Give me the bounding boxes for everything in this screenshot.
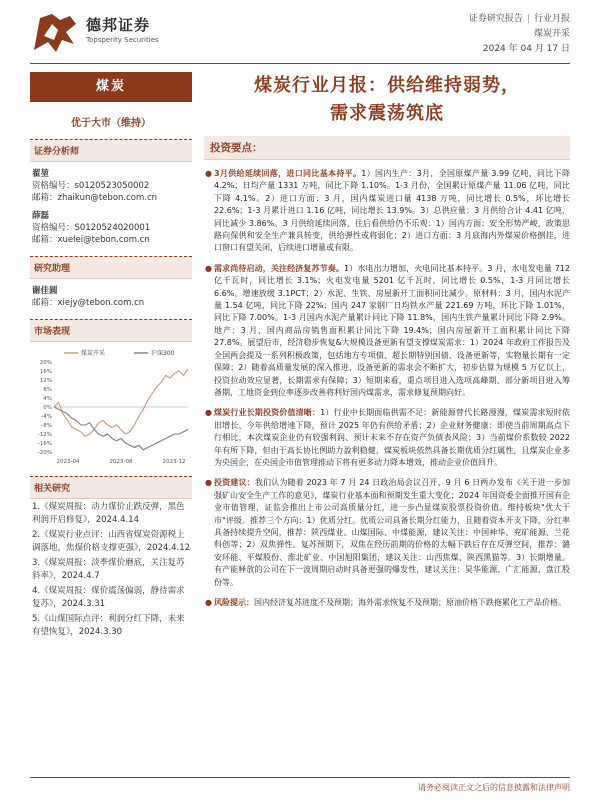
sidebar — [30, 72, 192, 772]
tebon-logo-icon — [30, 10, 80, 56]
report-title-line: 煤炭行业月报：供给维持弱势， — [254, 75, 520, 96]
summary-heading: 投资要点： — [204, 136, 570, 160]
analyst-name: 翟堃 — [32, 169, 50, 179]
market-chart — [30, 346, 192, 466]
report-sector: 煤炭开采 — [533, 29, 570, 39]
x-tick-label: 2023-08 — [109, 459, 133, 465]
related-report-link[interactable]: 3.《煤炭周报：淡季煤价磨底，关注复苏斜率》，2024.4.7 — [32, 558, 185, 581]
researcher-email[interactable]: 邮箱：xiejy@tebon.com.cn — [32, 298, 145, 308]
y-tick-label: 4% — [43, 396, 52, 402]
summary-point-body: 国内经济复苏进度不及预期；海外需求恢复不及预期；原油价格下跌拖累化工产品价格。 — [254, 598, 566, 607]
y-tick-label: -16% — [37, 441, 52, 447]
summary-point — [204, 407, 570, 469]
related-report-link[interactable]: 4.《煤炭周报：煤价震荡偏弱，静待需求复苏》，2024.3.31 — [32, 586, 185, 609]
report-type: 证券研究报告 — [468, 14, 523, 24]
related-report-link[interactable]: 2.《煤炭行业点评：山西省煤炭资源税上调落地，焦煤价格支撑更强》，2024.4.12 — [32, 530, 191, 553]
y-tick-label: 12% — [39, 378, 52, 384]
x-tick-label: 2023-12 — [162, 459, 186, 465]
summary-point-lead: 投资建议： — [214, 478, 255, 488]
related-section — [30, 476, 192, 639]
y-tick-label: -20% — [37, 450, 52, 456]
summary-point — [204, 597, 570, 609]
market-heading: 市场表现 — [30, 319, 192, 342]
related-report-link[interactable]: 5.《山煤国际点评：利润分红下降，未来有望恢复》，2024.3.30 — [32, 614, 185, 637]
bullet-icon: ● — [205, 478, 212, 488]
analyst-email[interactable]: 邮箱：xuelei@tebon.com.cn — [32, 235, 150, 245]
analyst-email[interactable]: 邮箱：zhaikun@tebon.com.cn — [32, 193, 158, 203]
market-chart-svg — [30, 346, 192, 466]
bullet-icon: ● — [205, 263, 212, 273]
researcher-card — [30, 285, 192, 309]
footer-disclaimer: 请务必阅读正文之后的信息披露和法律声明 — [418, 783, 570, 792]
analysts-section — [30, 139, 192, 246]
market-section — [30, 319, 192, 466]
summary-point-lead: 3月供给延续回落，进口同比基本持平。 — [214, 169, 362, 178]
y-tick-label: 16% — [39, 369, 52, 375]
analyst-cert: 资格编号：S0120524020001 — [32, 223, 151, 233]
bullet-icon: ● — [205, 408, 212, 418]
report-meta: 证券研究报告 | 行业月报 煤炭开采 2024 年 04 月 17 日 — [469, 12, 570, 57]
series-line-coal — [54, 369, 188, 437]
analysts-heading: 证券分析师 — [30, 139, 192, 162]
summary-point-lead: 煤炭行业长期投资价值清晰： — [214, 408, 321, 418]
summary-point-lead: 风险提示： — [214, 598, 254, 607]
main-content — [204, 72, 570, 609]
summary-point — [204, 168, 570, 255]
x-tick-label: 2023-04 — [56, 459, 80, 465]
sector-label: 煤炭 — [30, 72, 192, 102]
bullet-icon: ● — [205, 598, 212, 607]
summary-point-body: 1）水电出力增加，火电同比基本持平。3 月，水电发电量 712 亿千瓦时，同比增长 3.1%；火电发电量 5201 亿千瓦时，同比增长 0.5%，1-3 月同比增长 6.6%，增速放缓 3.1PCT；2）水泥、生铁、房屋新开工面积同比减少。原材料：3 月，国内水泥产量 1.54 亿吨，同比下降 22%；国内 247 家钢厂日均铁水产量 221.69 万吨，环比下降 1.01%，同比下降 7.00%。1-3 月国内水泥产量累计同比下降 11.8%，国内生铁产量累计同比下降 2.9%。地产：3 月，国内商品房销售面积累计同比下降 19.4%；国内房屋新开工面积累计同比下降 27.8%。展望后市，经济稳步恢复&大规模设备更新有望支撑煤炭需求：1）2024 年政府工作报告及全国两会提及一系列积极政策，包括地方专项债、超长期特别国债、设备更新等，实物量长期有一定保障；2）随着高质量发展的深入推进，设备更新的需求会不断扩大，初步估算为规模 5 万亿以上，投资拉动效应显著，长期需求有保障；3）短期来看，重点项目进入选项高峰期、部分新项目进入筹备期，工地资金到位率逐步改善将利好国内煤需求，需求修复预期向好。 — [214, 263, 570, 397]
analyst-cert: 资格编号：s0120523050002 — [32, 181, 150, 191]
analyst-name: 薛磊 — [32, 211, 50, 221]
researcher-name: 谢佳圆 — [32, 286, 58, 296]
report-date: 2024 年 04 月 17 日 — [482, 44, 570, 54]
related-report-link[interactable]: 1.《煤炭周报：动力煤价止跌反弹，黑色利润开启修复》，2024.4.14 — [32, 502, 185, 525]
header-divider — [30, 63, 570, 64]
summary-point-body: 1）行业中长期面临供需不足：新能源替代长路漫漫，煤炭需求短时依旧增长、今年供给增速下降，预计 2025 年仍有供给矛盾；2）企业财务健康：即使当前周期高点下行相比，本次煤炭企业仍有较强利润、预计未来不存在资产负债表风险；3）当前煤价系数较 2022 年有所下降，但由于高长协比例助力盈利稳健，煤炭板块依然具备长期优质分红属性，且煤炭企业多为央国企，在央国企市值管理推动下将有更多动力降本增效，推动企业价值回升。 — [214, 408, 570, 467]
y-tick-label: 8% — [43, 387, 52, 393]
y-tick-label: -8% — [41, 423, 52, 429]
researchers-heading: 研究助理 — [30, 256, 192, 279]
legend-label: 沪深300 — [151, 350, 175, 357]
footer-divider — [30, 777, 570, 778]
researchers-section — [30, 256, 192, 309]
legend-label: 煤炭开采 — [81, 350, 106, 357]
report-header — [0, 0, 600, 70]
y-tick-label: 20% — [39, 360, 52, 366]
report-category: 行业月报 — [533, 14, 570, 24]
analyst-card — [30, 168, 192, 204]
rating: 优于大市（维持） — [71, 118, 151, 129]
logo-name-cn: 德邦证券 — [86, 16, 151, 34]
report-title-line: 需求震荡筑底 — [330, 103, 444, 124]
logo-name-en: Topsperity Securities — [86, 36, 159, 44]
analyst-card — [30, 210, 192, 246]
summary-point — [204, 263, 570, 399]
report-title — [204, 72, 570, 128]
summary-point-lead: 需求尚待启动，关注经济复苏节奏。 — [214, 263, 345, 273]
summary-point-body: 1）国内生产：3月，全国原煤产量 3.99 亿吨，同比下降 4.2%；日均产量 1331 万吨，同比下降 1.10%。1-3 月份，全国累计原煤产量 11.06 亿吨，同比下降 4.1%。2）进口方面：3 月，国内煤炭进口量 4138 万吨，同比增长 0.5%，环比增长 22.6%；1-3 月累计进口 1.16 亿吨，同比增长 13.9%。3）总供应量：3 月供给合计 4.41 亿吨，同比减少 3.86%。3 月供给延续回落，往后看供给仍不乐观：1）国内方面：安全形势严峻，政策思路向保供和安全生产兼具转变，供给弹性或将弱化；2）进口方面：3 月底海内外煤炭价格倒挂，进口窗口有望关闭，后续进口增量或有限。 — [214, 169, 570, 253]
summary-point — [204, 477, 570, 589]
y-tick-label: 0% — [43, 405, 52, 411]
y-tick-label: -4% — [41, 414, 52, 420]
related-heading: 相关研究 — [30, 476, 192, 499]
y-tick-label: -12% — [37, 432, 52, 438]
bullet-icon: ● — [205, 169, 212, 178]
summary-point-body: 我们认为随着 2023 年 7 月 24 日政治局会议召开、9 月 6 日两办发布《关于进一步加强矿山安全生产工作的意见》，煤炭行业基本面和预期发生重大变化；2024 年国资委全面推开国有企业市值管理，证监会推出上市公司高质量分红，进一步凸显煤炭股票投资价值。维持板块"优大于市"评级。推荐三个方向：1）优质分红。优质公司具备长期分红能力，且随着资本开支下降，分红率具备持续提升空间，推荐：陕西煤业、山煤国际、中煤能源，建议关注：中国神华、兖矿能源、兰花科创等；2）双焦弹性。复苏预期下，双焦在经历前期的价格的大幅下跌后存在反弹空间，推荐：潞安环能、平煤股份、淮北矿业、中国旭阳集团，建议关注：山西焦煤、陕西黑猫等。3）长期增量。有产能释放的公司在下一波周期启动时具备更强的爆发性，建议关注：昊华能源、广汇能源、盘江股份等。 — [214, 478, 570, 587]
